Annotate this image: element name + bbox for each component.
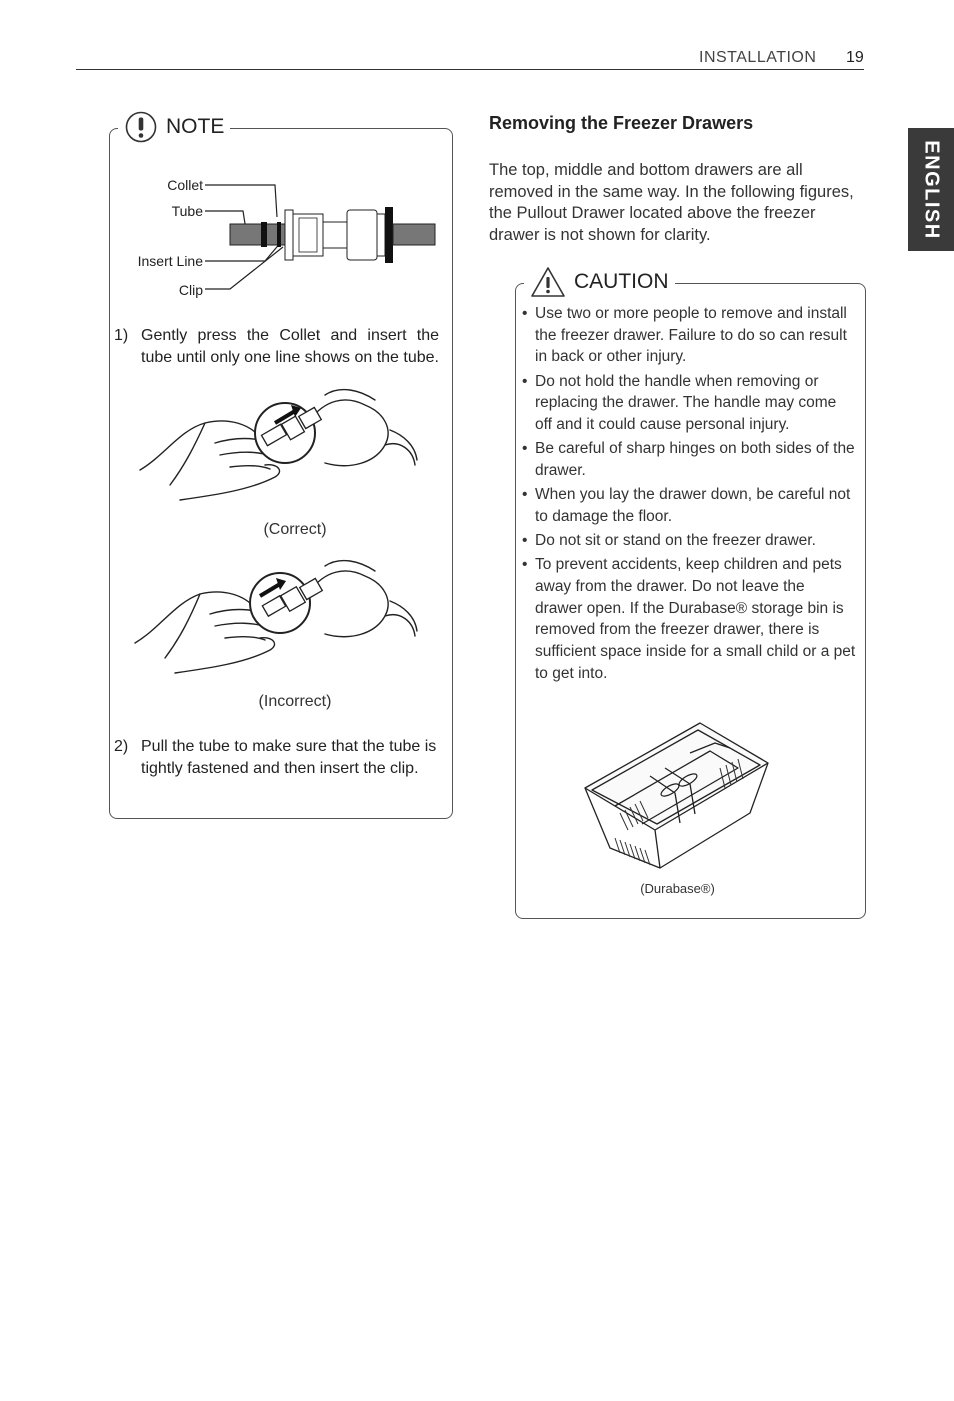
warning-triangle-icon (530, 266, 566, 298)
language-tab-label: ENGLISH (920, 139, 943, 240)
section-heading: Removing the Freezer Drawers (489, 113, 754, 133)
caption-durabase: (Durabase®) (640, 881, 715, 896)
header-section-title: INSTALLATION (699, 49, 817, 66)
caption-incorrect: (Incorrect) (258, 693, 332, 710)
label-insert-line: Insert Line (137, 253, 203, 269)
step-number: 1) (114, 327, 129, 344)
header-divider (76, 69, 864, 70)
step-text: Pull the tube to make sure that the tube is tightly fastened and then insert the clip. (141, 738, 437, 777)
caution-item: • When you lay the drawer down, be careful not to damage the floor. (521, 484, 856, 527)
page-number: 19 (846, 49, 864, 66)
caution-item: • Do not hold the handle when removing or replacing the drawer. The handle may come off and it could cause personal injury. (521, 371, 856, 436)
label-clip: Clip (178, 282, 203, 298)
tube-connector-diagram (115, 172, 440, 300)
durabase-bin-illustration (580, 718, 775, 876)
connector-drawing (115, 172, 440, 300)
caution-list (521, 303, 856, 687)
caution-item: • Use two or more people to remove and install the freezer drawer. Failure to do so can result in back or other injury. (521, 303, 856, 368)
label-tube: Tube (171, 203, 203, 219)
caution-title-block (524, 266, 675, 298)
note-step-2 (114, 736, 439, 806)
caution-item: • Do not sit or stand on the freezer drawer. (521, 530, 856, 552)
step-number: 2) (114, 738, 129, 755)
step-text: Gently press the Collet and insert the tube until only one line shows on the tube. (141, 327, 439, 366)
incorrect-insertion-illustration (130, 558, 420, 683)
caution-item: • To prevent accidents, keep children and pets away from the drawer. Do not leave the drawer open. If the Durabase® storage bin is removed from the freezer drawer, there is sufficient space inside for a small child or a pet to get into. (521, 554, 856, 684)
correct-insertion-illustration (135, 385, 420, 510)
section-paragraph: The top, middle and bottom drawers are all removed in the same way. In the following figures, the Pullout Drawer located above the freezer drawer is not shown for clarity. (489, 161, 854, 244)
note-title: NOTE (166, 115, 225, 138)
exclamation-circle-icon (124, 110, 158, 144)
caution-title: CAUTION (574, 270, 669, 293)
caution-item: • Be careful of sharp hinges on both sides of the drawer. (521, 438, 856, 481)
label-collet: Collet (167, 177, 203, 193)
caption-correct: (Correct) (263, 521, 327, 538)
note-title-block (118, 110, 230, 144)
language-tab (908, 128, 954, 251)
